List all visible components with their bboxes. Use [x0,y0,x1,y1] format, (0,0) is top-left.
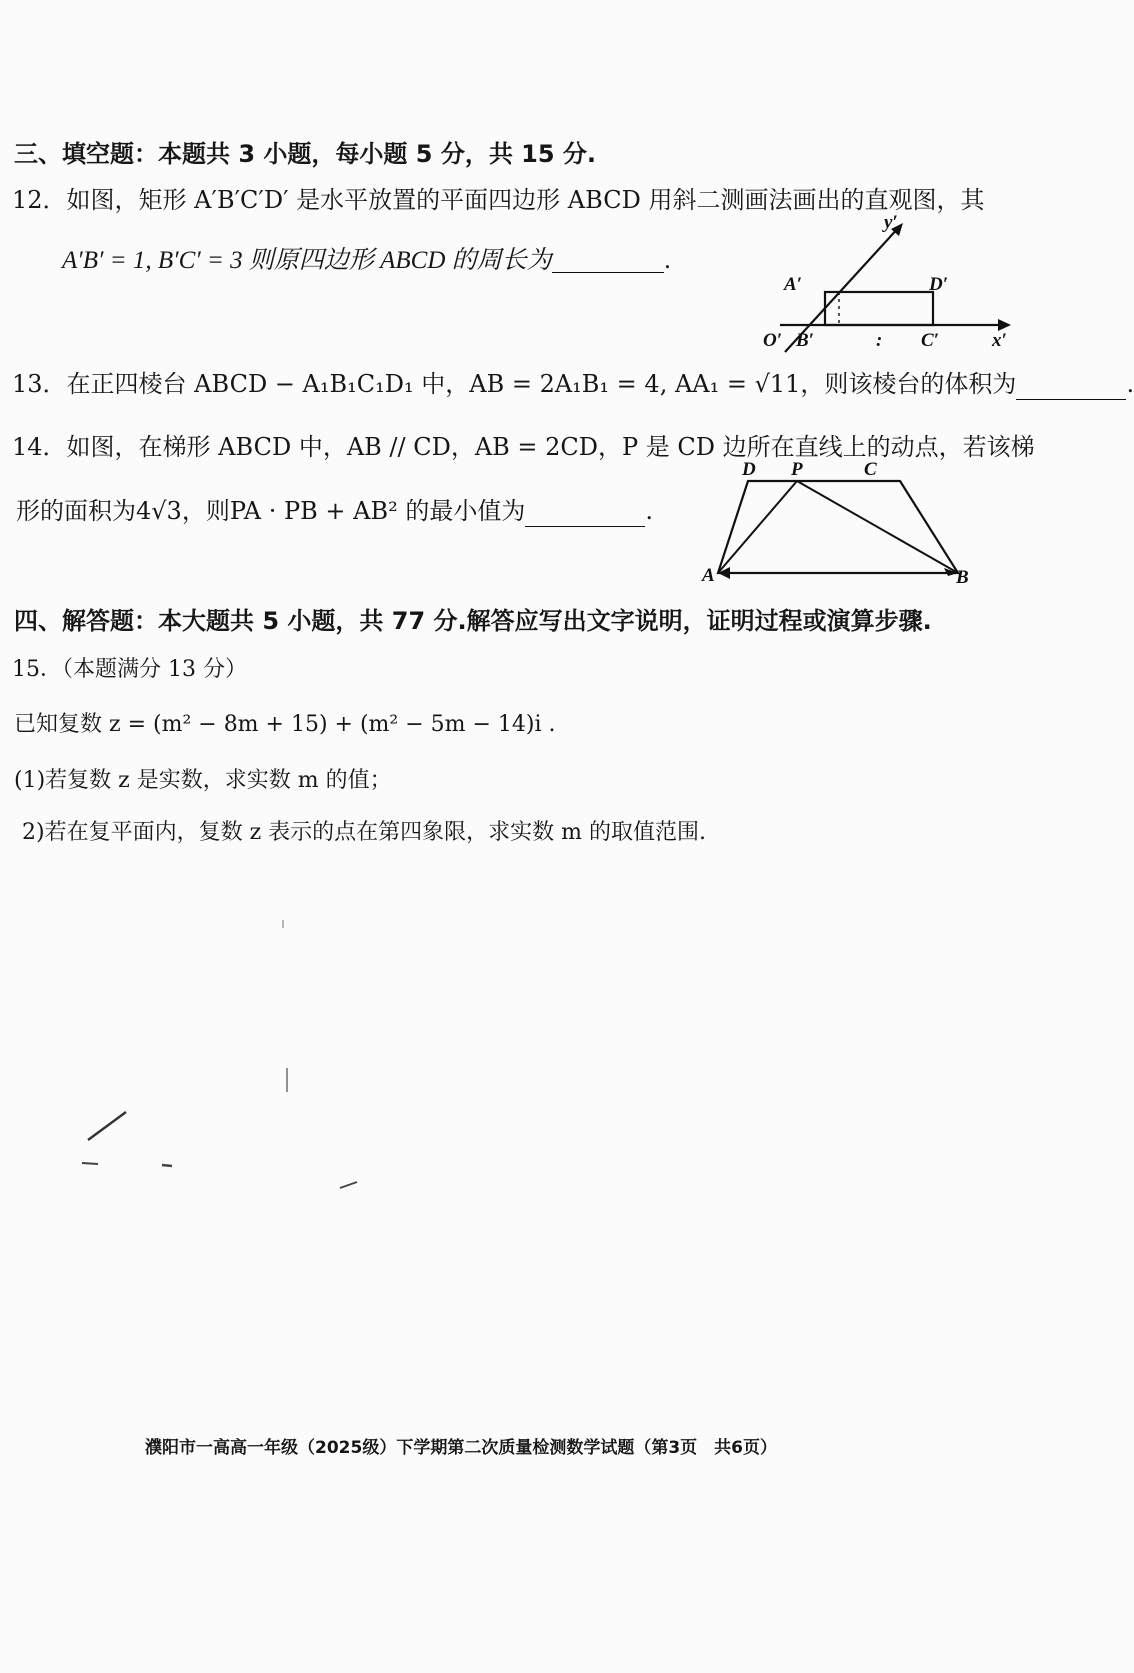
question-14-line-1: 14．如图，在梯形 ABCD 中，AB // CD，AB = 2CD，P 是 CD 边所在直线上的动点，若该梯 [12,433,1035,461]
question-15-part-2: 2)若在复平面内，复数 z 表示的点在第四象限，求实数 m 的取值范围. [22,820,707,845]
question-15-title: 15．（本题满分 13 分） [12,657,247,682]
label-mid-mark: : [876,330,883,351]
stray-pen-mark [340,1182,357,1188]
label-b-prime: B′ [796,330,815,351]
label-c-prime: C′ [921,330,940,351]
question-14-given: 形的面积为4√3，则PA · PB + AB² 的最小值为 [16,497,526,525]
label-a: A [702,565,715,586]
label-y-axis: y′ [884,212,898,233]
label-p: P [791,459,803,480]
question-13-text: 13．在正四棱台 ABCD − A₁B₁C₁D₁ 中，AB = 2A₁B₁ = 4, AA₁ = √11，则该棱台的体积为 [12,370,1017,398]
page-footer: 濮阳市一高高一年级（2025级）下学期第二次质量检测数学试题（第3页 共6页） [145,1438,777,1458]
label-a-prime: A′ [784,274,803,295]
stray-pen-mark [88,1112,126,1140]
question-13-end: . [1126,370,1134,398]
stray-pen-mark [162,1165,172,1166]
question-15-part-1: (1)若复数 z 是实数，求实数 m 的值； [14,768,392,793]
label-d-prime: D′ [929,274,949,295]
question-12-end: . [663,246,672,274]
label-o-prime: O′ [763,330,783,351]
question-12-given: A′B′ = 1, B′C′ = 3 则原四边形 ABCD 的周长为 [62,247,552,274]
label-b: B [956,567,969,588]
section-4-heading: 四、解答题：本大题共 5 小题，共 77 分.解答应写出文字说明，证明过程或演算步骤. [14,607,932,635]
label-c: C [864,459,877,480]
label-d: D [742,459,756,480]
question-12-line-1: 12．如图，矩形 A′B′C′D′ 是水平放置的平面四边形 ABCD 用斜二测画法画出的直观图，其 [12,186,985,214]
question-15-given: 已知复数 z = (m² − 8m + 15) + (m² − 5m − 14)i . [14,712,556,737]
question-14-end: . [645,497,654,525]
label-x-axis: x′ [992,330,1007,351]
stray-pen-mark [82,1163,98,1164]
section-3-heading: 三、填空题：本题共 3 小题，每小题 5 分，共 15 分. [14,140,597,168]
